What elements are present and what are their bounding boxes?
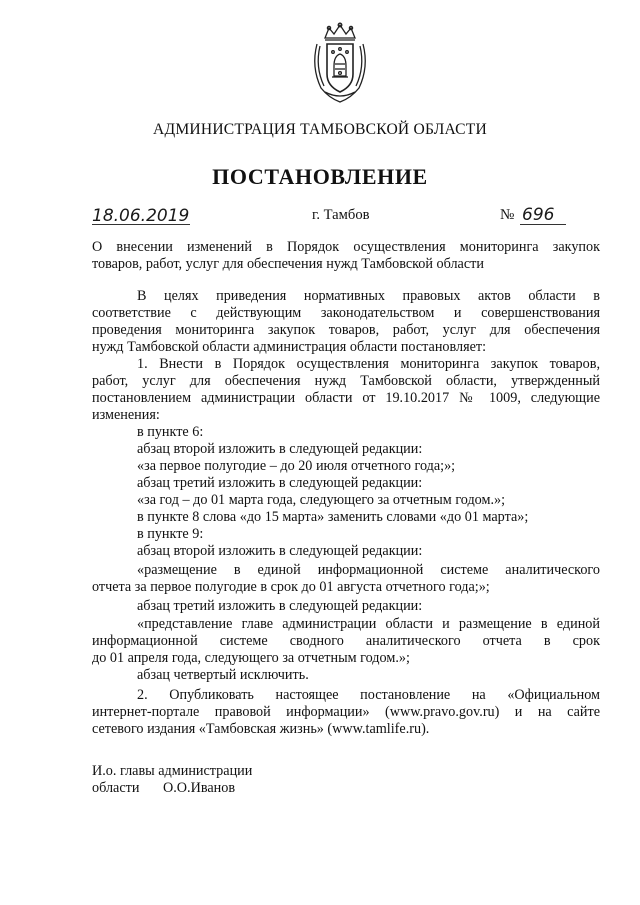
body-line: 1. Внести в Порядок осуществления мониторинга закупок товаров, (137, 356, 600, 372)
signatory-name: О.О.Иванов (163, 780, 236, 796)
body-line: отчета за первое полугодие в срок до 01 августа отчетного года;»; (92, 579, 490, 595)
body-line: «размещение в единой информационной системе аналитического (137, 562, 600, 578)
body-line: в пункте 9: (137, 526, 204, 542)
body-line: «за год – до 01 марта года, следующего за отчетным годом.»; (137, 492, 506, 508)
document-date: 18.06.2019 (92, 206, 190, 226)
body-line: 2. Опубликовать настоящее постановление на «Официальном (137, 687, 600, 703)
body-line: сетевого издания «Тамбовская жизнь» (www.tamlife.ru). (92, 721, 430, 737)
body-line: соответствие с действующим законодательством и совершенствования (92, 305, 600, 321)
subject-line: О внесении изменений в Порядок осуществления мониторинга закупок (92, 239, 600, 255)
document-number: 696 (522, 205, 555, 225)
body-line: абзац второй изложить в следующей редакции: (137, 543, 423, 559)
body-line: интернет-портале правовой информации» (www.pravo.gov.ru) и на сайте (92, 704, 600, 720)
body-line: абзац третий изложить в следующей редакции: (137, 598, 423, 614)
number-underline (520, 224, 566, 225)
subject-line: товаров, работ, услуг для обеспечения нужд Тамбовской области (92, 256, 484, 272)
document-type-title: ПОСТАНОВЛЕНИЕ (212, 164, 428, 189)
body-line: абзац третий изложить в следующей редакции: (137, 475, 423, 491)
date-underline (92, 224, 190, 225)
body-line: абзац второй изложить в следующей редакции: (137, 441, 423, 457)
body-line: изменения: (92, 407, 160, 423)
body-line: проведения мониторинга закупок товаров, работ, услуг для обеспечения (92, 322, 600, 338)
body-line: работ, услуг для обеспечения нужд Тамбовской области, утвержденный (92, 373, 600, 389)
signature-title: И.о. главы администрации (92, 763, 253, 779)
body-line: в пункте 8 слова «до 15 марта» заменить словами «до 01 марта»; (137, 509, 529, 525)
body-line: В целях приведения нормативных правовых актов области в (137, 288, 600, 304)
body-line: информационной системе сводного аналитического отчета в срок (92, 633, 600, 649)
organization-name: АДМИНИСТРАЦИЯ ТАМБОВСКОЙ ОБЛАСТИ (153, 121, 487, 138)
body-line: до 01 апреля года, следующего за отчетным годом.»; (92, 650, 410, 666)
document-city: г. Тамбов (312, 207, 370, 223)
body-line: нужд Тамбовской области администрация области постановляет: (92, 339, 487, 355)
body-line: постановлением администрации области от 19.10.2017 № 1009, следующие (92, 390, 600, 406)
number-sign: № (500, 207, 515, 223)
body-line: «представление главе администрации области и размещение в единой (137, 616, 600, 632)
signature-title-cont: области (92, 780, 140, 796)
coat-of-arms-icon (307, 22, 373, 104)
body-line: абзац четвертый исключить. (137, 667, 309, 683)
body-line: «за первое полугодие – до 20 июля отчетного года;»; (137, 458, 456, 474)
body-line: в пункте 6: (137, 424, 204, 440)
